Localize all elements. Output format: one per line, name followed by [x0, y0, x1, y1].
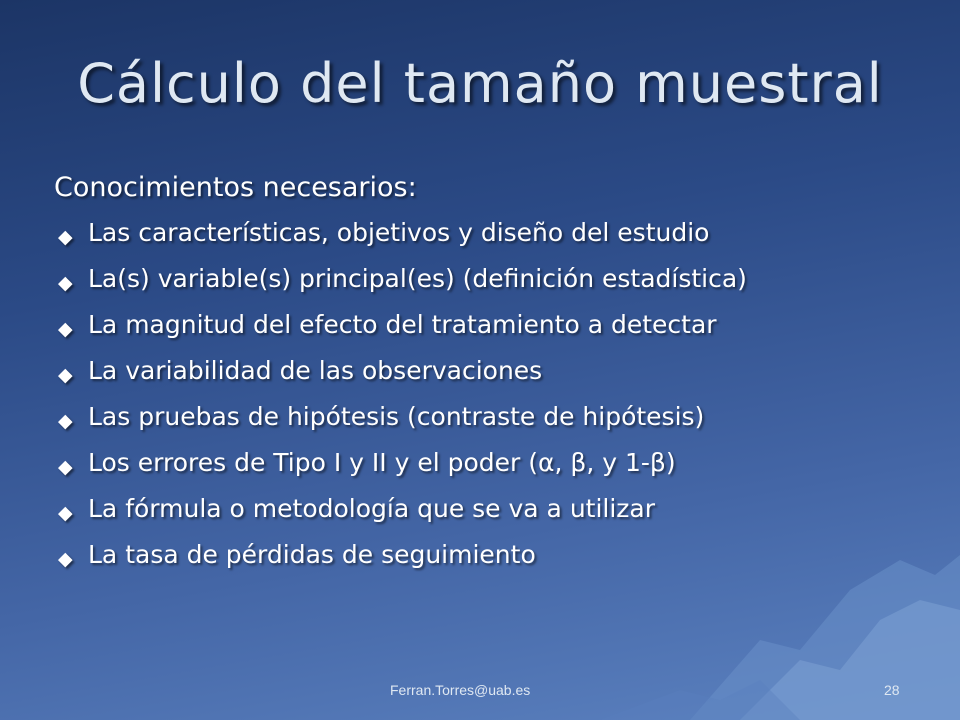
- diamond-bullet-icon: ◆: [58, 548, 73, 570]
- list-item-text: Las características, objetivos y diseño del estudio: [88, 218, 710, 247]
- diamond-bullet-icon: ◆: [58, 272, 73, 294]
- slide-title: Cálculo del tamaño muestral: [77, 52, 883, 115]
- list-item: [54, 263, 934, 294]
- intro-text: Conocimientos necesarios:: [54, 172, 417, 203]
- list-item: [54, 493, 934, 524]
- diamond-bullet-icon: ◆: [58, 502, 73, 524]
- list-item: [54, 447, 934, 478]
- list-item-text: La tasa de pérdidas de seguimiento: [88, 540, 536, 569]
- list-item: [54, 217, 934, 248]
- list-item-text: La magnitud del efecto del tratamiento a detectar: [88, 310, 717, 339]
- diamond-bullet-icon: ◆: [58, 226, 73, 248]
- list-item-text: Las pruebas de hipótesis (contraste de hipótesis): [88, 402, 705, 431]
- diamond-bullet-icon: ◆: [58, 410, 73, 432]
- diamond-bullet-icon: ◆: [58, 364, 73, 386]
- footer-email: Ferran.Torres@uab.es: [390, 682, 531, 698]
- diamond-bullet-icon: ◆: [58, 318, 73, 340]
- list-item: [54, 355, 934, 386]
- list-item-text: Los errores de Tipo I y II y el poder (α, β, y 1-β): [88, 448, 676, 477]
- list-item: [54, 309, 934, 340]
- list-item-text: La variabilidad de las observaciones: [88, 356, 543, 385]
- diamond-bullet-icon: ◆: [58, 456, 73, 478]
- slide-content: [54, 172, 934, 585]
- list-item: [54, 539, 934, 570]
- bullet-list: [54, 217, 934, 570]
- list-item: [54, 401, 934, 432]
- page-number: 28: [884, 682, 900, 698]
- list-item-text: La(s) variable(s) principal(es) (definición estadística): [88, 264, 747, 293]
- list-item-text: La fórmula o metodología que se va a utilizar: [88, 494, 656, 523]
